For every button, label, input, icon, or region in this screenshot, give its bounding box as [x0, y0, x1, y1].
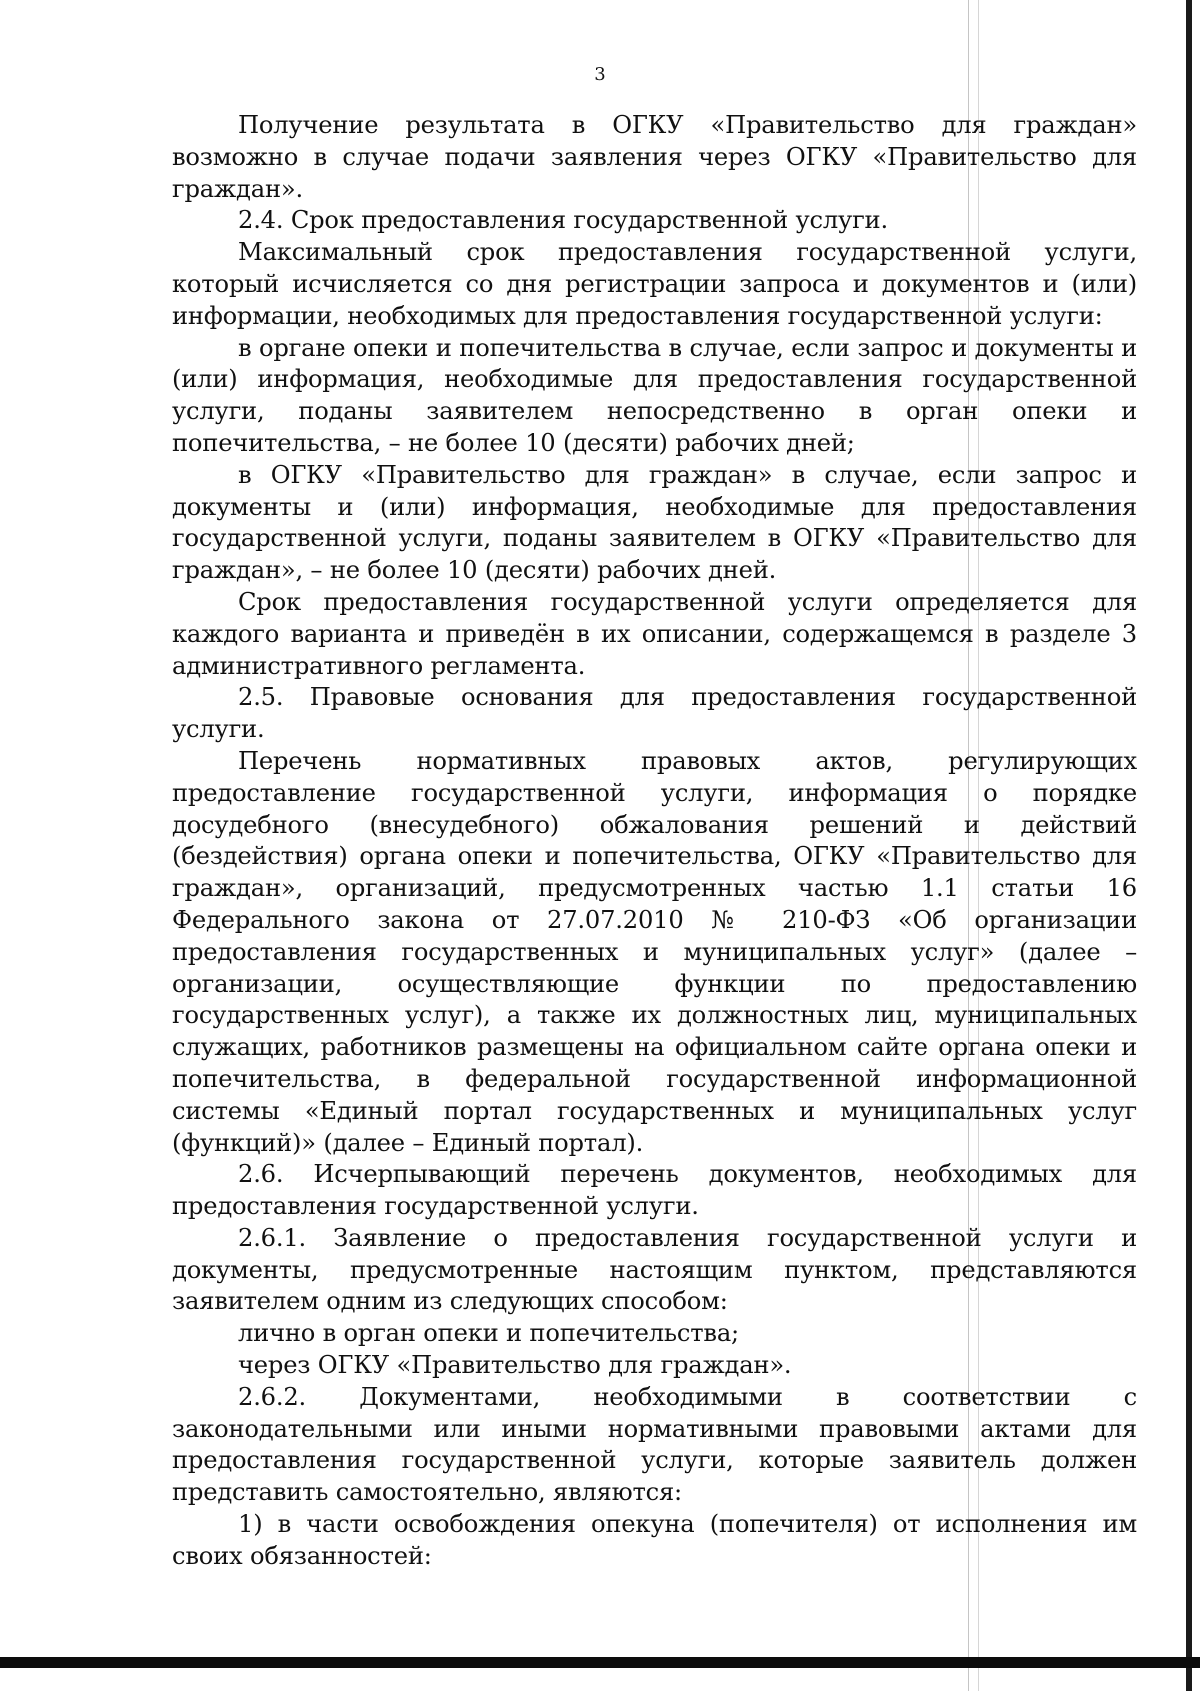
paragraph: 2.6.1. Заявление о предоставления государственной услуги и документы, предусмотренные настоящим пунктом, представляются заявителем одним из следующих способом: [172, 1223, 1137, 1316]
paragraph: Получение результата в ОГКУ «Правительство для граждан» возможно в случае подачи заявления через ОГКУ «Правительство для граждан». [172, 111, 1137, 203]
paragraph: Максимальный срок предоставления государственной услуги, который исчисляется со дня регистрации запроса и документов и (или) информации, необходимых для предоставления государственной услуги: [172, 238, 1137, 330]
paragraph: 1) в части освобождения опекуна (попечителя) от исполнения им своих обязанностей: [172, 1510, 1137, 1570]
section-heading: 2.6. Исчерпывающий перечень документов, необходимых для предоставления государственной услуги. [172, 1160, 1137, 1221]
list-item: через ОГКУ «Правительство для граждан». [238, 1351, 792, 1380]
paragraph: Срок предоставления государственной услуги определяется для каждого варианта и приведён в их описании, содержащемся в разделе 3 административного регламента. [172, 587, 1137, 680]
scan-edge [1186, 0, 1192, 1691]
section-heading: 2.5. Правовые основания для предоставления государственной услуги. [172, 683, 1137, 744]
list-item: лично в орган опеки и попечительства; [238, 1319, 740, 1348]
paragraph: Перечень нормативных правовых актов, регулирующих предоставление государственной услуги, информация о порядке досудебного (внесудебного) обжалования решений и действий (бездействия) органа опеки и попечительства, ОГКУ «Правительство для граждан», организаций, предусмотренных частью 1.1 статьи 16 Федерального закона от 27.07.2010 № 210-ФЗ «Об организации предоставления государственных и муниципальных услуг» (далее – организации, осуществляющие функции по предоставлению государственных услуг), а также их должностных лиц, муниципальных служащих, работников размещены на официальном сайте органа опеки и попечительства, в федеральной государственной информационной системы «Единый портал государственных и муниципальных услуг (функций)» (далее – Единый портал). [172, 746, 1137, 1157]
document-body [172, 110, 1137, 1573]
paragraph: в органе опеки и попечительства в случае, если запрос и документы и (или) информация, необходимые для предоставления государственной услуги, поданы заявителем непосредственно в орган опеки и попечительства, – не более 10 (десяти) рабочих дней; [172, 333, 1137, 457]
scan-bottom-bar [0, 1657, 1200, 1668]
paragraph: 2.6.2. Документами, необходимыми в соответствии с законодательными или иными нормативными правовыми актами для предоставления государственной услуги, которые заявитель должен представить самостоятельно, являются: [172, 1382, 1137, 1507]
section-heading: 2.4. Срок предоставления государственной услуги. [238, 206, 888, 235]
page-number: 3 [594, 64, 606, 85]
paragraph: в ОГКУ «Правительство для граждан» в случае, если запрос и документы и (или) информация, необходимые для предоставления государственной услуги, поданы заявителем в ОГКУ «Правительство для граждан», – не более 10 (десяти) рабочих дней. [172, 460, 1137, 585]
